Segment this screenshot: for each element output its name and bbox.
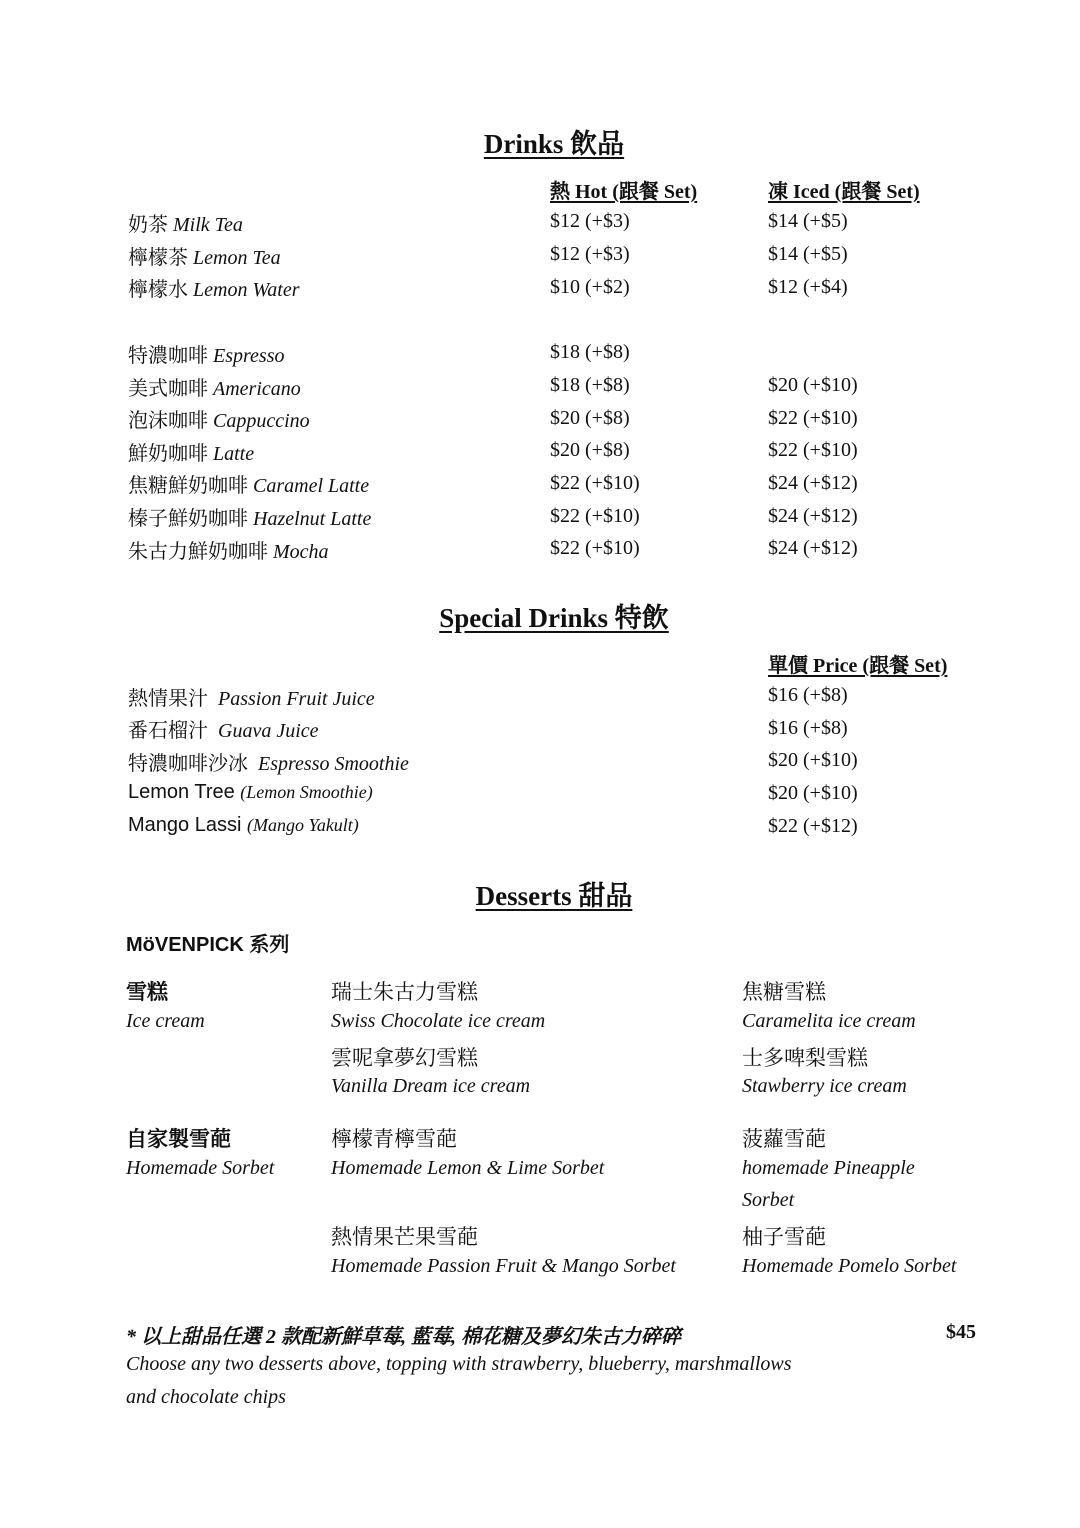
- drink-en: Espresso: [213, 345, 285, 367]
- dessert-zh: 柚子雪葩: [742, 1225, 826, 1249]
- special-item-mango-lassi: [128, 814, 359, 837]
- special-item-guava: [128, 714, 319, 743]
- drink-price-hot: $12 (+$3): [550, 243, 630, 265]
- dessert-zh: 菠蘿雪葩: [742, 1127, 826, 1151]
- special-price-header: 單價 Price (跟餐 Set): [768, 655, 948, 677]
- drink-price-hot: $18 (+$8): [550, 341, 630, 363]
- drink-en: Cappuccino: [213, 410, 310, 432]
- special-price: $20 (+$10): [768, 782, 858, 804]
- footnote-en-line1: Choose any two desserts above, topping with strawberry, blueberry, marshmallows: [126, 1353, 792, 1375]
- drink-price-hot: $18 (+$8): [550, 374, 630, 396]
- iced-column-header: 凍 Iced (跟餐 Set): [768, 181, 920, 203]
- drink-item-hazelnut-latte: [128, 502, 371, 531]
- drink-price-iced: $24 (+$12): [768, 472, 858, 494]
- drink-en: Americano: [213, 378, 301, 400]
- special-price: $16 (+$8): [768, 717, 848, 739]
- drink-en: Hazelnut Latte: [253, 508, 372, 530]
- special-name: Lemon Tree: [128, 781, 235, 803]
- footnote-en-line2: and chocolate chips: [126, 1386, 286, 1408]
- dessert-zh: 檸檬青檸雪葩: [331, 1127, 457, 1151]
- drink-price-hot: $22 (+$10): [550, 472, 640, 494]
- special-en: Guava Juice: [218, 720, 319, 742]
- dessert-en: Swiss Chocolate ice cream: [331, 1010, 546, 1032]
- drink-zh: 朱古力鮮奶咖啡: [128, 541, 268, 563]
- special-zh: 番石榴汁: [128, 720, 208, 742]
- drink-zh: 奶茶: [128, 214, 168, 236]
- dessert-zh: 熱情果芒果雪葩: [331, 1225, 478, 1249]
- drink-en: Caramel Latte: [253, 475, 370, 497]
- drink-price-hot: $12 (+$3): [550, 210, 630, 232]
- drink-item-espresso: [128, 339, 284, 368]
- special-item-passion-fruit: [128, 682, 375, 711]
- drink-price-hot: $10 (+$2): [550, 276, 630, 298]
- drink-item-latte: [128, 437, 254, 466]
- special-zh: 特濃咖啡沙冰: [128, 753, 248, 775]
- special-price: $22 (+$12): [768, 815, 858, 837]
- special-price: $16 (+$8): [768, 684, 848, 706]
- drink-zh: 泡沫咖啡: [128, 410, 208, 432]
- drink-price-iced: $22 (+$10): [768, 407, 858, 429]
- special-en: Passion Fruit Juice: [218, 688, 375, 710]
- footnote-zh: * 以上甜品任選 2 款配新鮮草莓, 藍莓, 棉花糖及夢幻朱古力碎碎: [126, 1326, 681, 1348]
- drink-price-hot: $20 (+$8): [550, 439, 630, 461]
- hot-column-header: 熱 Hot (跟餐 Set): [550, 181, 698, 203]
- drink-price-hot: $20 (+$8): [550, 407, 630, 429]
- drink-price-iced: $14 (+$5): [768, 210, 848, 232]
- drink-item-americano: [128, 372, 301, 401]
- drink-zh: 榛子鮮奶咖啡: [128, 508, 248, 530]
- dessert-zh: 士多啤梨雪糕: [742, 1046, 868, 1070]
- special-price: $20 (+$10): [768, 749, 858, 771]
- dessert-zh: 焦糖雪糕: [742, 980, 826, 1004]
- drink-zh: 檸檬水: [128, 279, 188, 301]
- dessert-en: homemade Pineapple: [742, 1157, 915, 1179]
- drink-zh: 美式咖啡: [128, 378, 208, 400]
- special-item-lemon-tree: [128, 781, 373, 804]
- sorbet-category-zh: 自家製雪葩: [126, 1127, 231, 1151]
- dessert-en-continued: Sorbet: [742, 1189, 795, 1211]
- drink-price-iced: $20 (+$10): [768, 374, 858, 396]
- desserts-title: Desserts 甜品: [475, 881, 633, 911]
- drinks-title: Drinks 飲品: [483, 129, 625, 159]
- drink-item-lemon-water: [128, 273, 299, 302]
- drink-zh: 檸檬茶: [128, 247, 188, 269]
- dessert-en: Homemade Pomelo Sorbet: [742, 1255, 957, 1277]
- drink-price-hot: $22 (+$10): [550, 537, 640, 559]
- special-item-espresso-smoothie: [128, 747, 409, 776]
- movenpick-brand: MöVENPICK 系列: [126, 934, 290, 956]
- drink-zh: 特濃咖啡: [128, 345, 208, 367]
- drink-en: Milk Tea: [173, 214, 243, 236]
- dessert-en: Vanilla Dream ice cream: [331, 1075, 531, 1097]
- drink-zh: 鮮奶咖啡: [128, 443, 208, 465]
- drink-item-mocha: [128, 535, 329, 564]
- special-en: Espresso Smoothie: [258, 753, 409, 775]
- drink-price-iced: $12 (+$4): [768, 276, 848, 298]
- footnote-price: $45: [946, 1321, 976, 1343]
- special-name: Mango Lassi: [128, 814, 242, 836]
- special-drinks-title: Special Drinks 特飲: [439, 603, 669, 633]
- drink-price-iced: $22 (+$10): [768, 439, 858, 461]
- drink-en: Latte: [213, 443, 255, 465]
- drink-en: Lemon Water: [193, 279, 300, 301]
- dessert-en: Caramelita ice cream: [742, 1010, 916, 1032]
- drink-item-cappuccino: [128, 404, 310, 433]
- ice-cream-category-en: Ice cream: [126, 1010, 205, 1032]
- special-zh: 熱情果汁: [128, 688, 208, 710]
- drink-item-milk-tea: [128, 208, 243, 237]
- dessert-en: Stawberry ice cream: [742, 1075, 907, 1097]
- dessert-en: Homemade Passion Fruit & Mango Sorbet: [331, 1255, 676, 1277]
- special-sub: (Lemon Smoothie): [240, 782, 373, 802]
- ice-cream-category-zh: 雪糕: [126, 980, 168, 1004]
- drink-price-iced: $24 (+$12): [768, 537, 858, 559]
- special-sub: (Mango Yakult): [246, 815, 359, 835]
- drink-price-hot: $22 (+$10): [550, 505, 640, 527]
- drink-price-iced: $24 (+$12): [768, 505, 858, 527]
- drink-en: Lemon Tea: [193, 247, 281, 269]
- drink-zh: 焦糖鮮奶咖啡: [128, 475, 248, 497]
- drink-item-lemon-tea: [128, 241, 281, 270]
- drink-en: Mocha: [273, 541, 329, 563]
- drink-price-iced: $14 (+$5): [768, 243, 848, 265]
- drink-item-caramel-latte: [128, 469, 369, 498]
- dessert-zh: 瑞士朱古力雪糕: [331, 980, 478, 1004]
- dessert-en: Homemade Lemon & Lime Sorbet: [331, 1157, 605, 1179]
- dessert-zh: 雲呢拿夢幻雪糕: [331, 1046, 478, 1070]
- sorbet-category-en: Homemade Sorbet: [126, 1157, 275, 1179]
